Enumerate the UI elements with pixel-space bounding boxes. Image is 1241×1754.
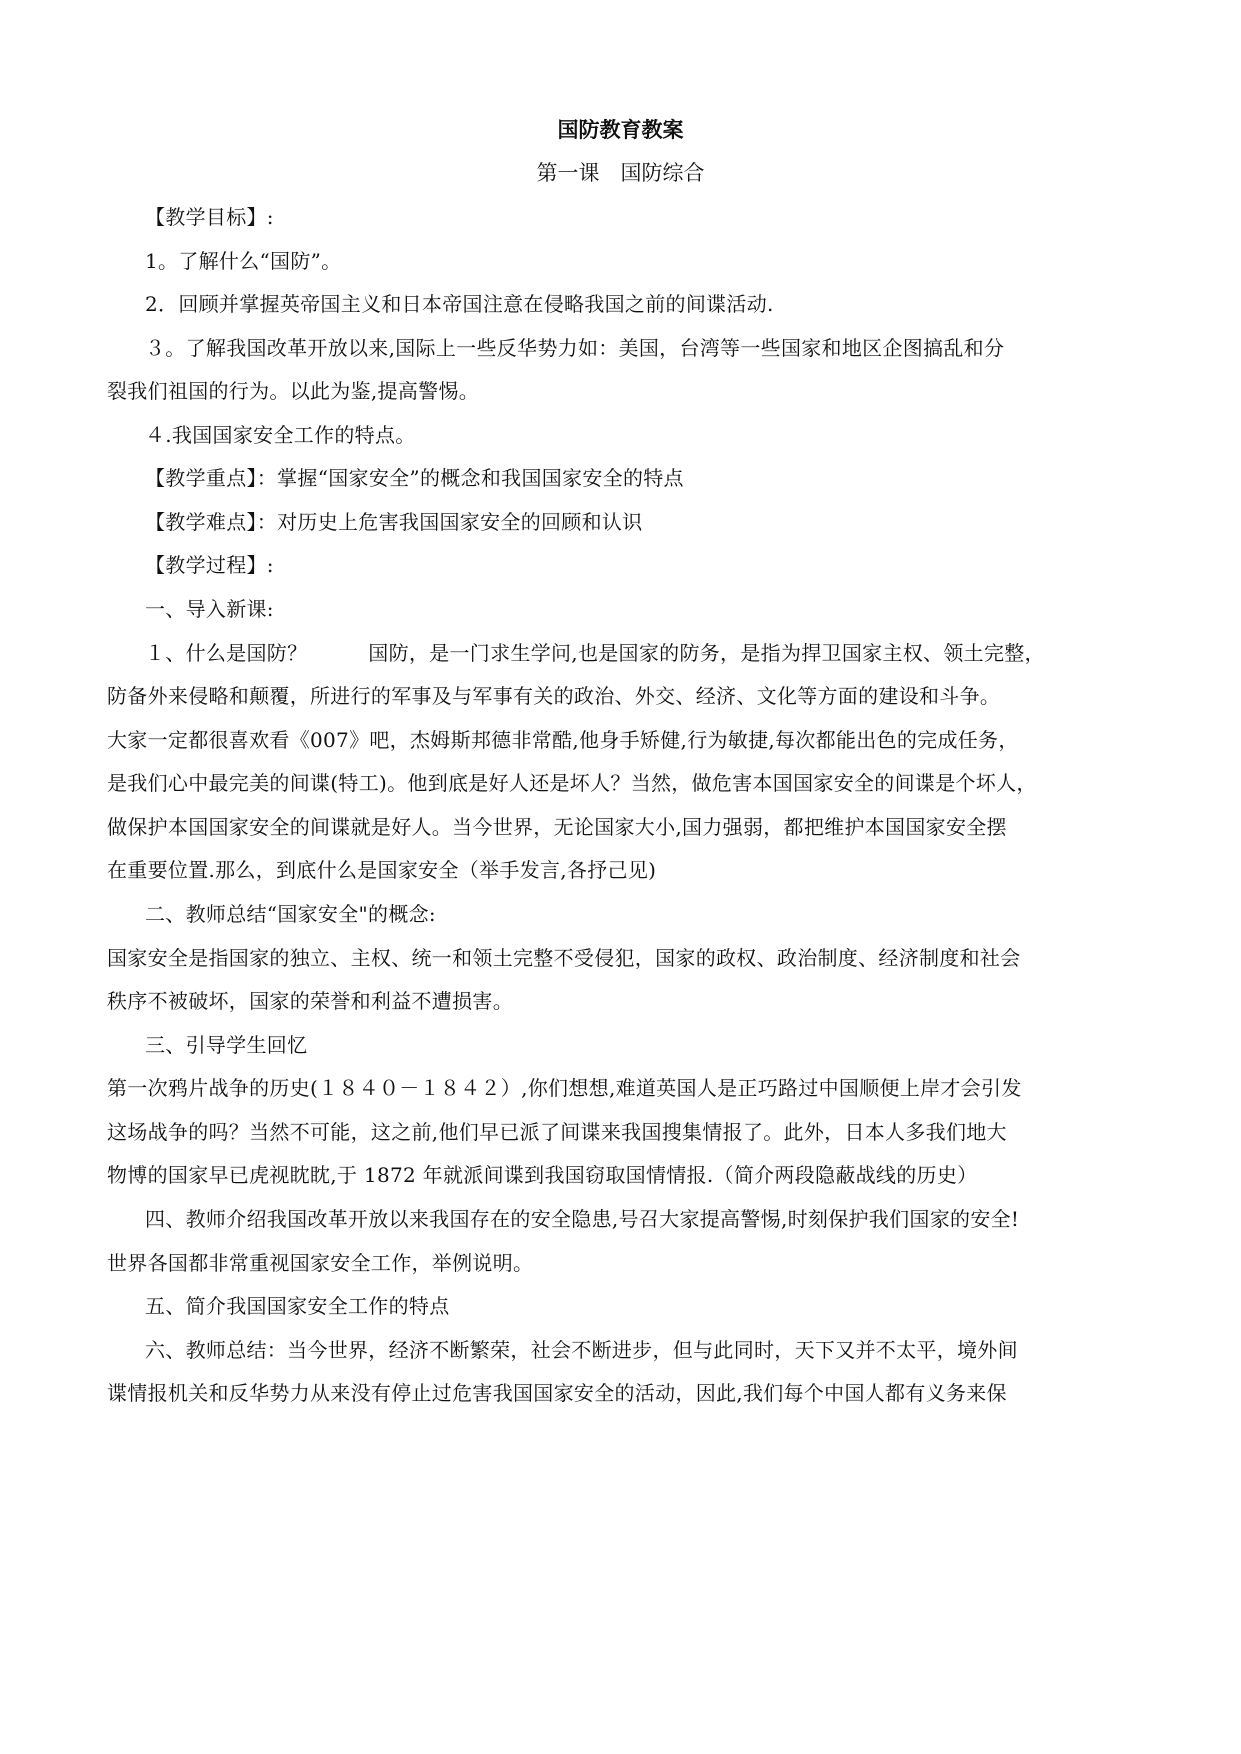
objective-4: ４.我国国家安全工作的特点。 [145,423,416,447]
paragraph-line: １、什么是国防？ 国防，是一门求生学问,也是国家的防务，是指为捍卫国家主权、领土完整， [145,641,1045,665]
paragraph-line: 防备外来侵略和颠覆，所进行的军事及与军事有关的政治、外交、经济、文化等方面的建设和斗争。 [107,684,1001,708]
paragraph-line: 谍情报机关和反华势力从来没有停止过危害我国国家安全的活动，因此,我们每个中国人都有义务来保 [107,1381,1007,1405]
paragraph-line: 做保护本国国家安全的间谍就是好人。当今世界，无论国家大小,国力强弱，都把维护本国国家安全摆 [107,815,1007,839]
paragraph-line: 第一次鸦片战争的历史(１８４０－１８４２）,你们想想,难道英国人是正巧路过中国顺便上岸才会引发 [107,1076,1022,1100]
teaching-process-heading: 【教学过程】: [145,553,274,577]
section-6-heading: 六、教师总结：当今世界，经济不断繁荣，社会不断进步，但与此同时，天下又并不太平，境外间 [145,1338,1018,1362]
teaching-key-point: 【教学重点】：掌握“国家安全”的概念和我国国家安全的特点 [145,466,684,490]
objective-2: 2．回顾并掌握英帝国主义和日本帝国注意在侵略我国之前的间谍活动. [145,292,774,316]
teaching-objectives-heading: 【教学目标】: [145,205,274,229]
objective-1: 1。了解什么“国防”。 [145,249,342,273]
section-4-heading: 四、教师介绍我国改革开放以来我国存在的安全隐患,号召大家提高警惕,时刻保护我们国家的安全! [145,1207,1020,1231]
paragraph-line: 秩序不被破坏，国家的荣誉和利益不遭损害。 [107,989,513,1013]
paragraph-line: 在重要位置.那么，到底什么是国家安全（举手发言,各抒己见) [107,858,657,882]
objective-3-continued: 裂我们祖国的行为。以此为鉴,提高警惕。 [107,379,480,403]
section-1-heading: 一、导入新课: [145,597,274,621]
teaching-difficulty: 【教学难点】：对历史上危害我国国家安全的回顾和认识 [145,510,643,534]
section-2-heading: 二、教师总结“国家安全"的概念: [145,902,436,926]
paragraph-line: 物博的国家早已虎视眈眈,于 1872 年就派间谍到我国窃取国情情报.（简介两段隐蔽战线的历史） [107,1163,978,1187]
section-3-heading: 三、引导学生回忆 [145,1033,308,1057]
paragraph-line: 这场战争的吗？当然不可能，这之前,他们早已派了间谍来我国搜集情报了。此外，日本人多我们地大 [107,1120,1007,1144]
document-title: 国防教育教案 [557,117,684,142]
section-5-heading: 五、简介我国国家安全工作的特点 [145,1294,450,1318]
objective-3: ３。了解我国改革开放以来,国际上一些反华势力如：美国，台湾等一些国家和地区企图搞乱和分 [145,336,1005,360]
paragraph-line: 是我们心中最完美的间谍(特工)。他到底是好人还是坏人？当然，做危害本国国家安全的间谍是个坏人， [107,771,1037,795]
paragraph-line: 世界各国都非常重视国家安全工作，举例说明。 [107,1251,534,1275]
lesson-subtitle: 第一课 国防综合 [536,161,705,185]
paragraph-line: 大家一定都很喜欢看《007》吧，杰姆斯邦德非常酷,他身手矫健,行为敏捷,每次都能出色的完成任务， [107,728,1019,752]
paragraph-line: 国家安全是指国家的独立、主权、统一和领土完整不受侵犯，国家的政权、政治制度、经济制度和社会 [107,946,1021,970]
